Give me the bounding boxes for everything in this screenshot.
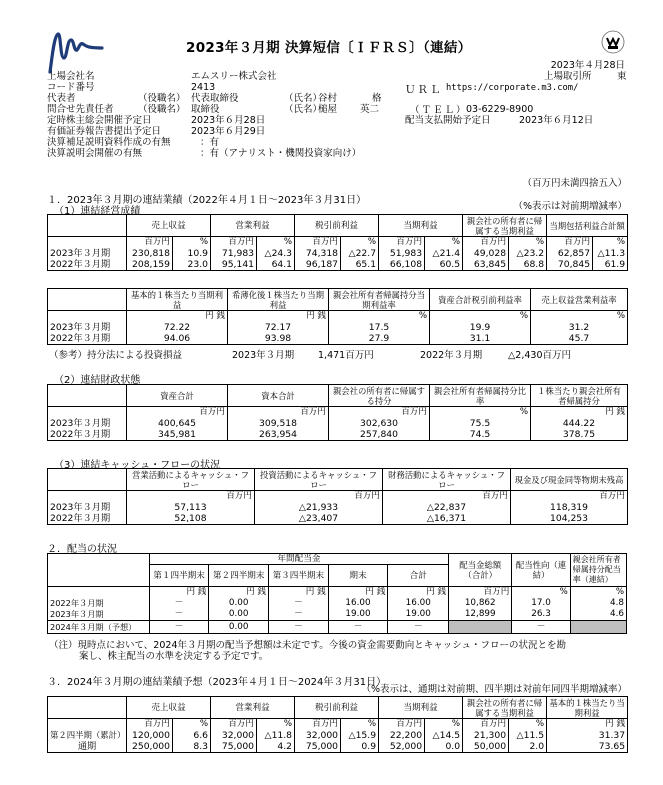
table-row: 2023年３月期 230,818 10.9 71,983 △24.3 74,318 △22.7 51,983 △21.4 49,028 △23.2 62,857 △11.3 — [48, 248, 628, 259]
unit-pct: % — [341, 719, 379, 731]
unit-amount: 百万円 — [379, 237, 425, 249]
report-filing-date: 2023年６月29日 — [191, 126, 266, 137]
table-row: 2022年３月期 94.06 93.98 27.9 31.1 45.7 — [48, 333, 628, 345]
rep-title: 代表取締役 — [191, 93, 239, 104]
col-total: 合計 — [388, 565, 449, 587]
col-operating-profit: 営業利益 — [211, 215, 295, 237]
unit-blank — [48, 407, 127, 419]
tel-value: 03-6229-8900 — [466, 104, 534, 115]
unit: 百万円 — [449, 587, 512, 599]
unit-pct: % — [173, 719, 211, 731]
code-label: コード番号 — [47, 82, 95, 93]
col-payout-ratio: 配当性向（連結） — [512, 554, 570, 587]
unit: 百万円 — [127, 491, 255, 503]
unit-pct: % — [173, 237, 211, 249]
section1-sub2-title: （2）連結財政状態 — [54, 375, 141, 386]
unit: 百万円 — [228, 407, 329, 419]
unit-amount: 百万円 — [127, 237, 173, 249]
col-q2: 第２四半期末 — [209, 565, 269, 587]
exchange-label: 上場取引所 — [544, 71, 592, 82]
unit: 百万円 — [383, 491, 511, 503]
col-bps: １株当たり親会社所有者帰属持分 — [531, 385, 628, 407]
col-comprehensive-income: 当期包括利益合計額 — [547, 215, 628, 237]
col-diluted-eps: 希薄化後１株当たり当期利益 — [228, 289, 329, 311]
unit: % — [329, 311, 430, 323]
unit-pct: % — [593, 237, 628, 249]
unit: % — [570, 587, 626, 599]
cash-flow-table — [47, 468, 628, 525]
code-value: 2413 — [191, 82, 216, 93]
dividend-note-line1: （注）現時点において、2024年３月期の配当予想額は未定です。今後の資金需要動向とキャッシュ・フローの状況とを勘 — [49, 640, 567, 651]
col-net-profit: 当期利益 — [379, 215, 463, 237]
col-total-equity: 資本合計 — [228, 385, 329, 407]
unit-pct: % — [509, 237, 547, 249]
representative-label: 代表者 — [47, 93, 76, 104]
table-row: 2022年３月期 345,981 263,954 257,840 74.5 378.75 — [48, 429, 628, 441]
unit: 円 銭 — [127, 311, 228, 323]
unit: % — [430, 407, 531, 419]
unit-amount: 百万円 — [463, 237, 509, 249]
col-basic-eps: 基本的１株当たり当期利益 — [127, 289, 228, 311]
unit-blank — [48, 587, 150, 599]
col-operating-cf: 営業活動によるキャッシュ・フロー — [127, 469, 255, 491]
unit-amount: 百万円 — [211, 237, 257, 249]
unit-pct: % — [425, 719, 463, 731]
section2-title: ２．配当の状況 — [47, 544, 117, 555]
unit: % — [512, 587, 570, 599]
table-row: 通期 250,000 8.3 75,000 4.2 75,000 0.9 52,000 0.0 50,000 2.0 73.65 — [48, 741, 628, 753]
unit-amount: 百万円 — [211, 719, 257, 731]
unit: 円 銭 — [269, 587, 329, 599]
equity-method-fy2023-value: 1,471百万円 — [318, 350, 374, 361]
col-doe: 親会社所有者帰属持分配当率（連結） — [570, 554, 626, 587]
col-owners-equity: 親会社の所有者に帰属する持分 — [329, 385, 430, 407]
equity-method-label: （参考）持分法による投資損益 — [49, 350, 183, 361]
unit-blank — [48, 491, 127, 503]
col-pretax-profit: 税引前利益 — [295, 215, 379, 237]
unit-amount: 百万円 — [463, 719, 509, 731]
unit-amount: 百万円 — [379, 719, 425, 731]
col-total-assets: 資産合計 — [127, 385, 228, 407]
table-row: 2023年３月期 － 0.00 － 19.00 19.00 12,899 26.3 4.6 — [48, 609, 627, 621]
col-roe: 親会社所有者帰属持分当期利益率 — [329, 289, 430, 311]
header-blank — [48, 215, 127, 237]
unit: 円 銭 — [228, 311, 329, 323]
company-name-label: 上場会社名 — [47, 71, 95, 82]
fasf-emblem-icon — [601, 30, 625, 54]
rep-name-given: 格 — [372, 93, 382, 104]
operating-results-table — [47, 214, 628, 271]
url-label: ＵＲＬ — [405, 84, 443, 96]
unit-blank — [48, 311, 127, 323]
col-revenue: 売上収益 — [127, 697, 211, 719]
unit: 円 銭 — [209, 587, 269, 599]
dividend-pay-label: 配当支払開始予定日 — [405, 115, 491, 126]
rep-name-family: 谷村 — [318, 93, 338, 104]
tel-label: （ＴＥＬ） — [410, 105, 468, 116]
table-row: 2022年３月期 － 0.00 － 16.00 16.00 10,862 17.0 4.8 — [48, 598, 627, 609]
unit: 百万円 — [329, 407, 430, 419]
unit: % — [531, 311, 628, 323]
unit: 百万円 — [127, 407, 228, 419]
section1-sub1-title: （1）連結経営成績 — [54, 206, 141, 217]
contact-name-family: 槌屋 — [318, 104, 338, 115]
table-row: 2023年３月期 57,113 △21,933 △22,837 118,319 — [48, 502, 628, 513]
col-investing-cf: 投資活動によるキャッシュ・フロー — [255, 469, 383, 491]
col-pretax-profit: 税引前利益 — [295, 697, 379, 719]
dividends-table — [47, 553, 627, 634]
unit: 百万円 — [255, 491, 383, 503]
col-pretax-roa: 資産合計税引前利益率 — [430, 289, 531, 311]
supplementary-value: ：有 — [200, 137, 220, 148]
section3-title: ３．2024年３月期の連結業績予想（2023年４月１日～2024年３月31日） — [47, 677, 387, 688]
col-operating-margin: 売上収益営業利益率 — [531, 289, 628, 311]
table-row: 2022年３月期 208,159 23.0 95,141 64.1 96,187 65.1 66,108 60.5 63,845 68.8 70,845 61.9 — [48, 259, 628, 271]
header-blank — [48, 469, 127, 491]
unit: 円 銭 — [531, 407, 628, 419]
table-row: 2023年３月期 72.22 72.17 17.5 19.9 31.2 — [48, 322, 628, 333]
unit-pct: % — [257, 237, 295, 249]
company-logo-icon — [46, 28, 104, 74]
col-year-end: 期末 — [328, 565, 388, 587]
table-row-forecast: 2024年３月期（予想） － 0.00 － － － － — [48, 621, 627, 634]
pct-note: （%表示は対前期増減率） — [513, 201, 627, 212]
header-blank — [48, 385, 127, 407]
equity-method-fy2022-value: △2,430百万円 — [508, 350, 572, 361]
dividend-pay-date: 2023年６月12日 — [519, 115, 594, 126]
rep-name-label: （氏名） — [284, 93, 323, 104]
col-cash-balance: 現金及び現金同等物期末残高 — [511, 469, 628, 491]
col-revenue: 売上収益 — [127, 215, 211, 237]
col-q1: 第１四半期末 — [149, 565, 209, 587]
unit: 円 銭 — [328, 587, 388, 599]
section1-title: １．2023年３月期の連結業績（2022年４月１日～2023年３月31日） — [47, 195, 367, 206]
supplementary-label: 決算補足説明資料作成の有無 — [47, 137, 171, 148]
contact-title: 取締役 — [191, 104, 220, 115]
rep-title-label: （役職名） — [138, 93, 186, 104]
col-financing-cf: 財務活動によるキャッシュ・フロー — [383, 469, 511, 491]
rounding-note: （百万円未満四捨五入） — [522, 178, 627, 189]
col-owners-profit: 親会社の所有者に帰属する当期利益 — [463, 215, 547, 237]
contact-label: 問合せ先責任者 — [47, 104, 114, 115]
section1-sub3-title: （3）連結キャッシュ・フローの状況 — [54, 460, 221, 471]
briefing-label: 決算説明会開催の有無 — [47, 148, 143, 159]
unit-blank — [48, 237, 127, 249]
page-title: 2023年３月期 決算短信〔ＩＦＲＳ〕（連結） — [186, 40, 472, 56]
unit-pct: % — [425, 237, 463, 249]
unit: % — [430, 311, 531, 323]
unit: 円 銭 — [388, 587, 449, 599]
report-filing-label: 有価証券報告書提出予定日 — [47, 126, 162, 137]
unit: 円 銭 — [149, 587, 209, 599]
unit-amount: 百万円 — [295, 719, 341, 731]
briefing-value: ：有（アナリスト・機関投資家向け） — [200, 148, 362, 159]
exchange-value: 東 — [617, 71, 627, 82]
equity-method-fy2023-label: 2023年３月期 — [232, 350, 295, 361]
header-blank — [48, 289, 127, 311]
shaded-cell — [570, 621, 626, 634]
forecast-pct-note: （%表示は、通期は対前期、四半期は対前年同四半期増減率） — [361, 684, 627, 695]
contact-name-given: 英二 — [360, 104, 380, 115]
unit-amount: 百万円 — [547, 237, 593, 249]
contact-name-label: （氏名） — [284, 104, 323, 115]
col-q3: 第３四半期末 — [269, 565, 329, 587]
shaded-cell — [449, 621, 512, 634]
col-total-dividend: 配当金総額（合計） — [449, 554, 512, 587]
header-blank — [48, 554, 150, 587]
col-equity-ratio: 親会社所有者帰属持分比率 — [430, 385, 531, 407]
contact-title-label: （役職名） — [138, 104, 186, 115]
unit-amount: 百万円 — [295, 237, 341, 249]
forecast-table — [47, 696, 628, 753]
per-share-ratios-table — [47, 288, 628, 345]
equity-method-fy2022-label: 2022年３月期 — [420, 350, 483, 361]
financial-position-table — [47, 384, 628, 441]
table-row: 2023年３月期 400,645 309,518 302,630 75.5 444.22 — [48, 418, 628, 429]
unit-amount: 百万円 — [127, 719, 173, 731]
agm-date: 2023年６月28日 — [191, 115, 266, 126]
unit-pct: % — [509, 719, 547, 731]
col-basic-eps: 基本的１株当たり当期利益 — [547, 697, 628, 719]
unit-pct: % — [257, 719, 295, 731]
table-row: 第２四半期（累計） 120,000 6.6 32,000 △11.8 32,000 △15.9 22,200 △14.5 21,300 △11.5 31.37 — [48, 730, 628, 741]
col-operating-profit: 営業利益 — [211, 697, 295, 719]
unit-eps: 円 銭 — [547, 719, 628, 731]
unit: 百万円 — [511, 491, 628, 503]
unit-pct: % — [341, 237, 379, 249]
company-url[interactable]: https://corporate.m3.com/ — [446, 83, 579, 93]
header-blank — [48, 697, 127, 719]
table-row: 2022年３月期 52,108 △23,407 △16,371 104,253 — [48, 513, 628, 525]
dividend-note-line2: 案し、株主配当の水準を決定する予定です。 — [79, 651, 269, 662]
report-date: 2023年４月28日 — [550, 60, 625, 71]
agm-label: 定時株主総会開催予定日 — [47, 115, 152, 126]
company-name: エムスリー株式会社 — [191, 71, 277, 82]
col-owners-profit: 親会社の所有者に帰属する当期利益 — [463, 697, 547, 719]
col-net-profit: 当期利益 — [379, 697, 463, 719]
unit-blank — [48, 719, 127, 731]
col-annual-dividend: 年間配当金 — [149, 554, 448, 565]
